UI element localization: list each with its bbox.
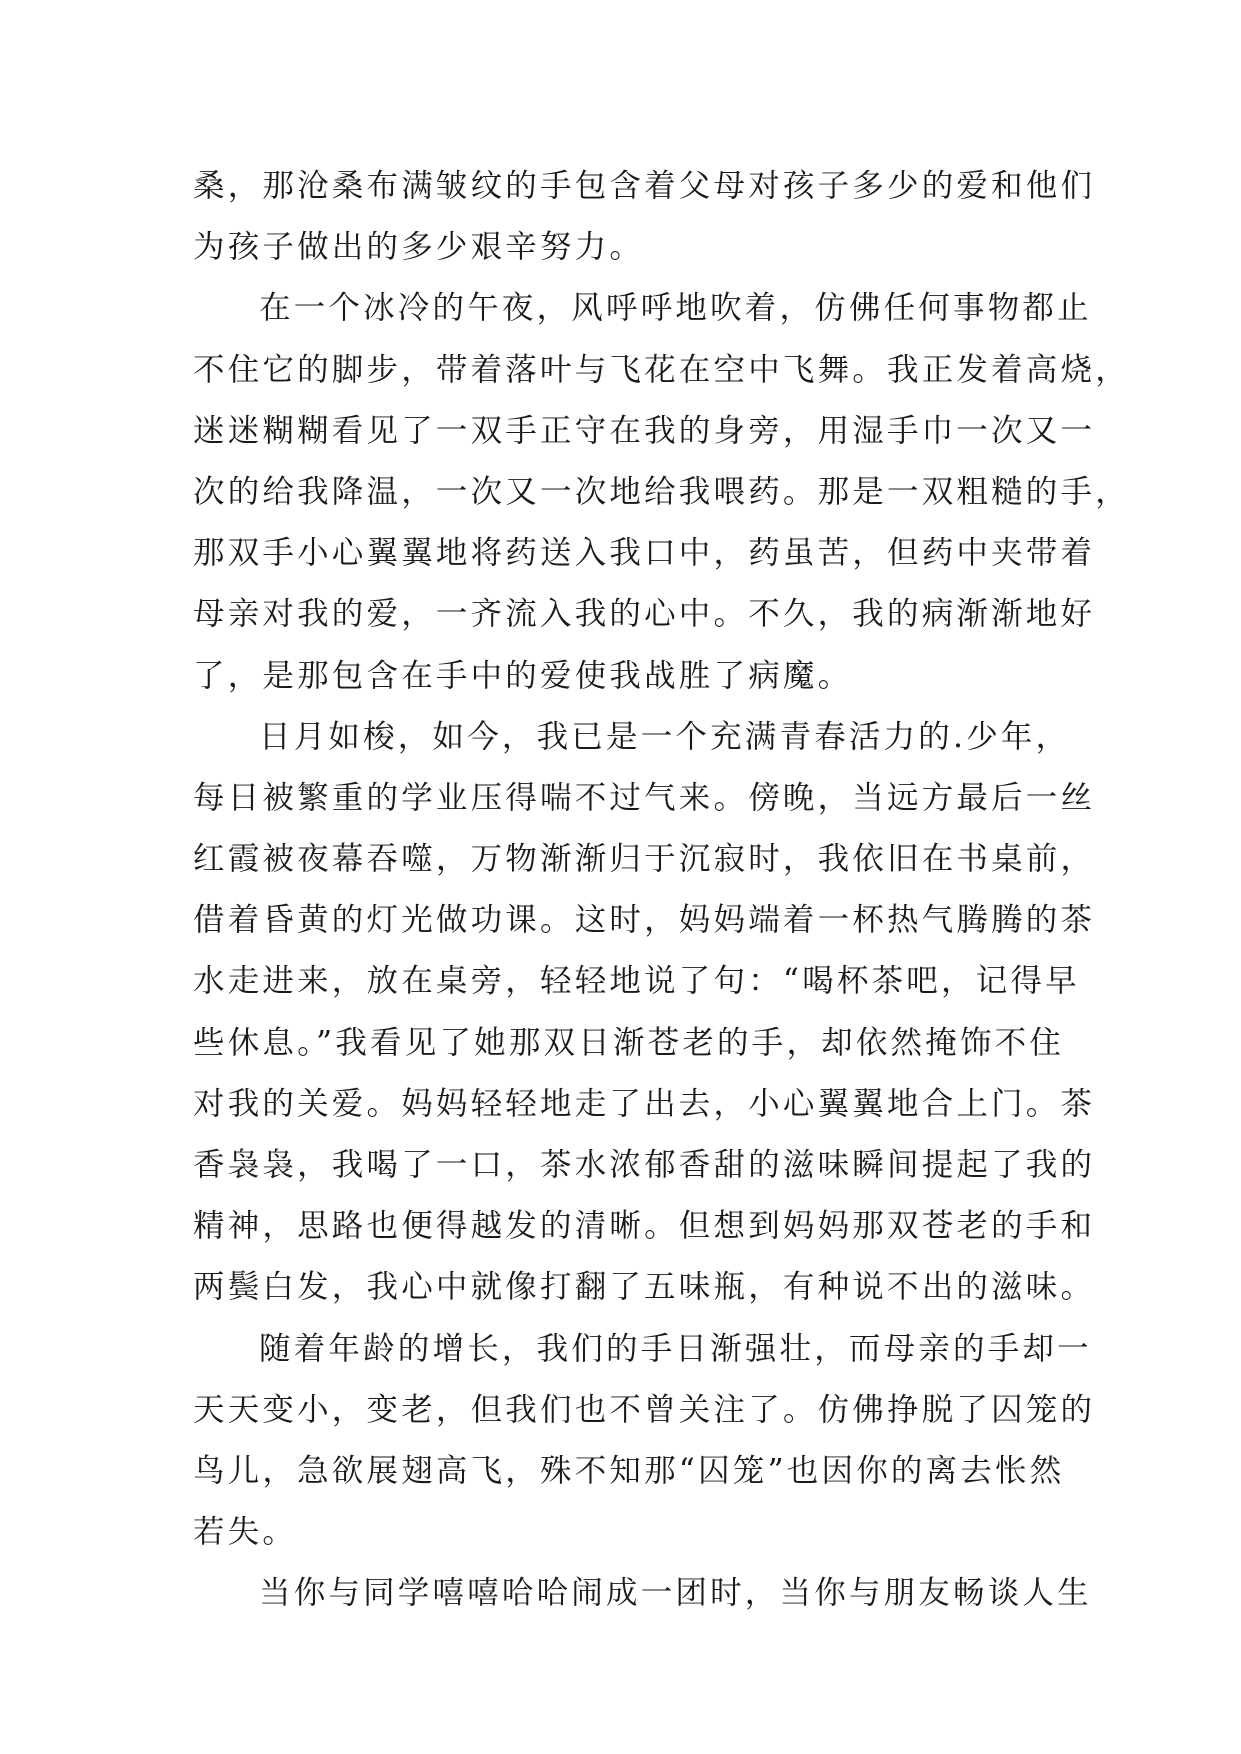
- text-line: 桑，那沧桑布满皱纹的手包含着父母对孩子多少的爱和他们: [193, 168, 1096, 204]
- paragraph-first-line: 当你与同学嘻嘻哈哈闹成一团时，当你与朋友畅谈人生: [259, 1575, 1092, 1612]
- paragraph-first-line: 随着年龄的增长，我们的手日渐强壮，而母亲的手却一: [259, 1330, 1092, 1367]
- paragraph-first-line: 在一个冰冷的午夜，风呼呼地吹着，仿佛任何事物都止: [259, 290, 1092, 327]
- paragraph-first-line: 日月如梭，如今，我已是一个充满青春活力的.少年，: [259, 718, 1071, 755]
- text-line: 借着昏黄的灯光做功课。这时，妈妈端着一杯热气腾腾的茶: [193, 902, 1096, 939]
- text-line: 次的给我降温，一次又一次地给我喂药。那是一双粗糙的手，: [193, 473, 1130, 510]
- text-line: 对我的关爱。妈妈轻轻地走了出去，小心翼翼地合上门。茶: [193, 1085, 1096, 1122]
- text-line: 天天变小，变老，但我们也不曾关注了。仿佛挣脱了囚笼的: [193, 1391, 1096, 1428]
- text-line: 迷迷糊糊看见了一双手正守在我的身旁，用湿手巾一次又一: [193, 412, 1096, 449]
- text-line: 精神，思路也便得越发的清晰。但想到妈妈那双苍老的手和: [193, 1208, 1096, 1245]
- text-line: 两鬓白发，我心中就像打翻了五味瓶，有种说不出的滋味。: [193, 1269, 1096, 1306]
- essay-body: [193, 156, 1130, 1625]
- text-line: 水走进来，放在桌旁，轻轻地说了句：“喝杯茶吧，记得早: [193, 963, 1080, 1000]
- text-line: 香袅袅，我喝了一口，茶水浓郁香甜的滋味瞬间提起了我的: [193, 1147, 1096, 1183]
- text-line: 母亲对我的爱，一齐流入我的心中。不久，我的病渐渐地好: [193, 596, 1096, 633]
- text-line: 为孩子做出的多少艰辛努力。: [193, 229, 645, 266]
- text-line: 若失。: [193, 1514, 298, 1551]
- text-line: 那双手小心翼翼地将药送入我口中，药虽苦，但药中夹带着: [193, 535, 1096, 572]
- text-line: 了，是那包含在手中的爱使我战胜了病魔。: [193, 657, 853, 694]
- text-line: 鸟儿，急欲展翅高飞，殊不知那“囚笼”也因你的离去怅然: [193, 1452, 1065, 1489]
- text-line: 不住它的脚步，带着落叶与飞花在空中飞舞。我正发着高烧，: [193, 351, 1130, 388]
- text-line: 红霞被夜幕吞噬，万物渐渐归于沉寂时，我依旧在书桌前，: [193, 841, 1096, 878]
- text-line: 每日被繁重的学业压得喘不过气来。傍晚，当远方最后一丝: [193, 779, 1096, 816]
- text-line: 些休息。”我看见了她那双日渐苍老的手，却依然掩饰不住: [193, 1024, 1065, 1061]
